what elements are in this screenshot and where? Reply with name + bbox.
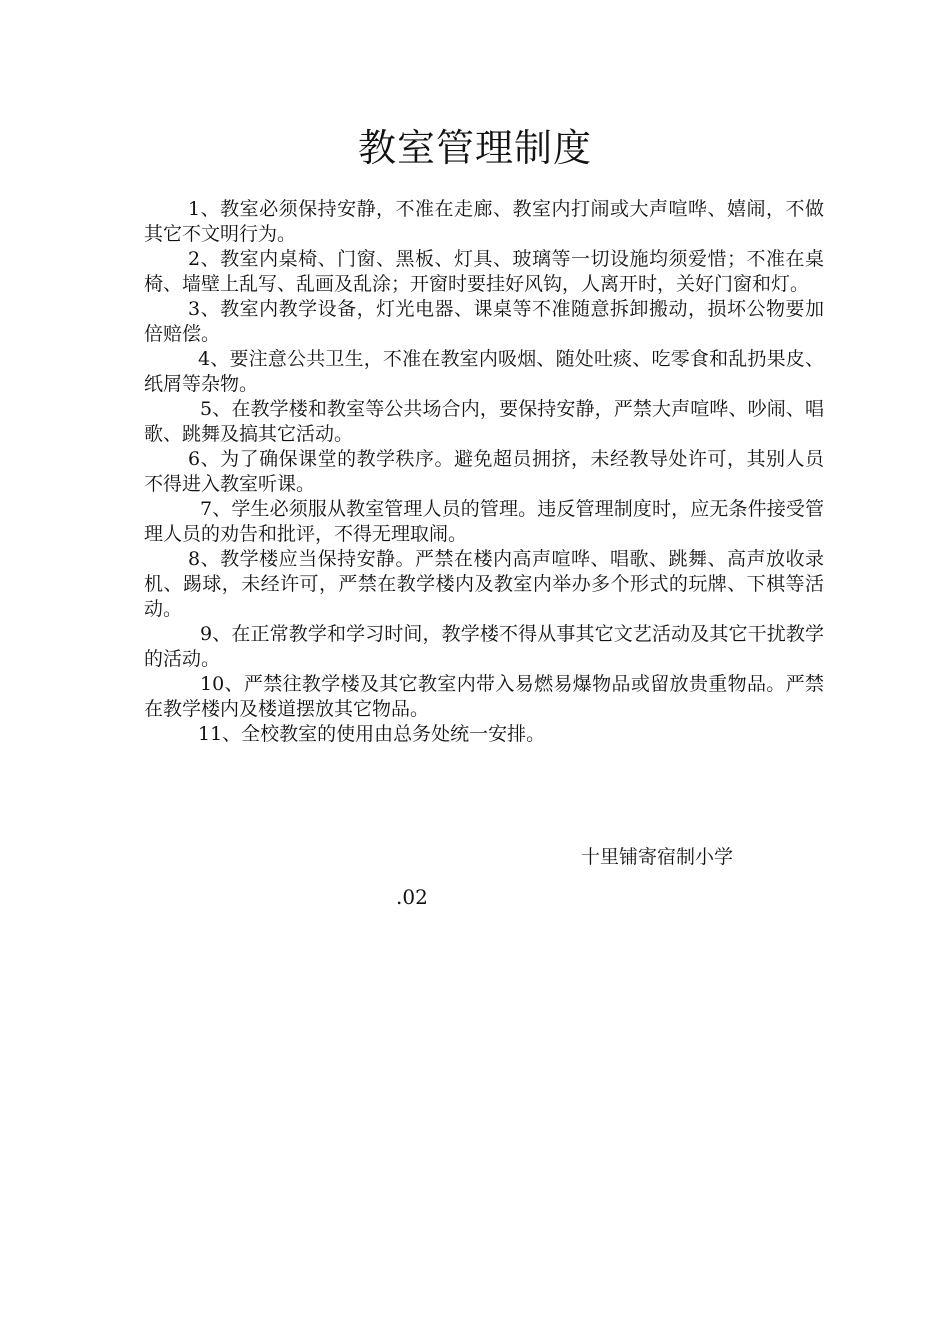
rule-4: 4、要注意公共卫生，不准在教室内吸烟、随处吐痰、吃零食和乱扔果皮、纸屑等杂物。 — [144, 348, 824, 395]
school-signature: 十里铺寄宿制小学 — [581, 846, 734, 868]
rule-5: 5、在教学楼和教室等公共场合内，要保持安静，严禁大声喧哗、吵闹、唱歌、跳舞及搞其它活动。 — [144, 398, 824, 445]
rules-list — [144, 197, 824, 747]
rule-2: 2、教室内桌椅、门窗、黑板、灯具、玻璃等一切设施均须爱惜；不准在桌椅、墙壁上乱写、乱画及乱涂；开窗时要挂好风钩，人离开时，关好门窗和灯。 — [144, 248, 824, 295]
rule-3: 3、教室内教学设备，灯光电器、课桌等不准随意拆卸搬动，损坏公物要加倍赔偿。 — [144, 298, 824, 345]
rule-8: 8、教学楼应当保持安静。严禁在楼内高声喧哗、唱歌、跳舞、高声放收录机、踢球，未经许可，严禁在教学楼内及教室内举办多个形式的玩牌、下棋等活动。 — [144, 548, 824, 620]
document-title: 教室管理制度 — [357, 126, 592, 170]
rule-11: 11、全校教室的使用由总务处统一安排。 — [198, 723, 546, 745]
rule-6: 6、为了确保课堂的教学秩序。避免超员拥挤，未经教导处许可，其别人员不得进入教室听课。 — [144, 448, 824, 495]
rule-10: 10、严禁往教学楼及其它教室内带入易燃易爆物品或留放贵重物品。严禁在教学楼内及楼道摆放其它物品。 — [144, 673, 824, 720]
rule-1: 1、教室必须保持安静，不准在走廊、教室内打闹或大声喧哗、嬉闹，不做其它不文明行为。 — [144, 198, 824, 245]
document-date: .02 — [396, 885, 428, 909]
rule-7: 7、学生必须服从教室管理人员的管理。违反管理制度时，应无条件接受管理人员的劝告和批评，不得无理取闹。 — [144, 498, 824, 545]
rule-9: 9、在正常教学和学习时间，教学楼不得从事其它文艺活动及其它干扰教学的活动。 — [144, 623, 824, 670]
